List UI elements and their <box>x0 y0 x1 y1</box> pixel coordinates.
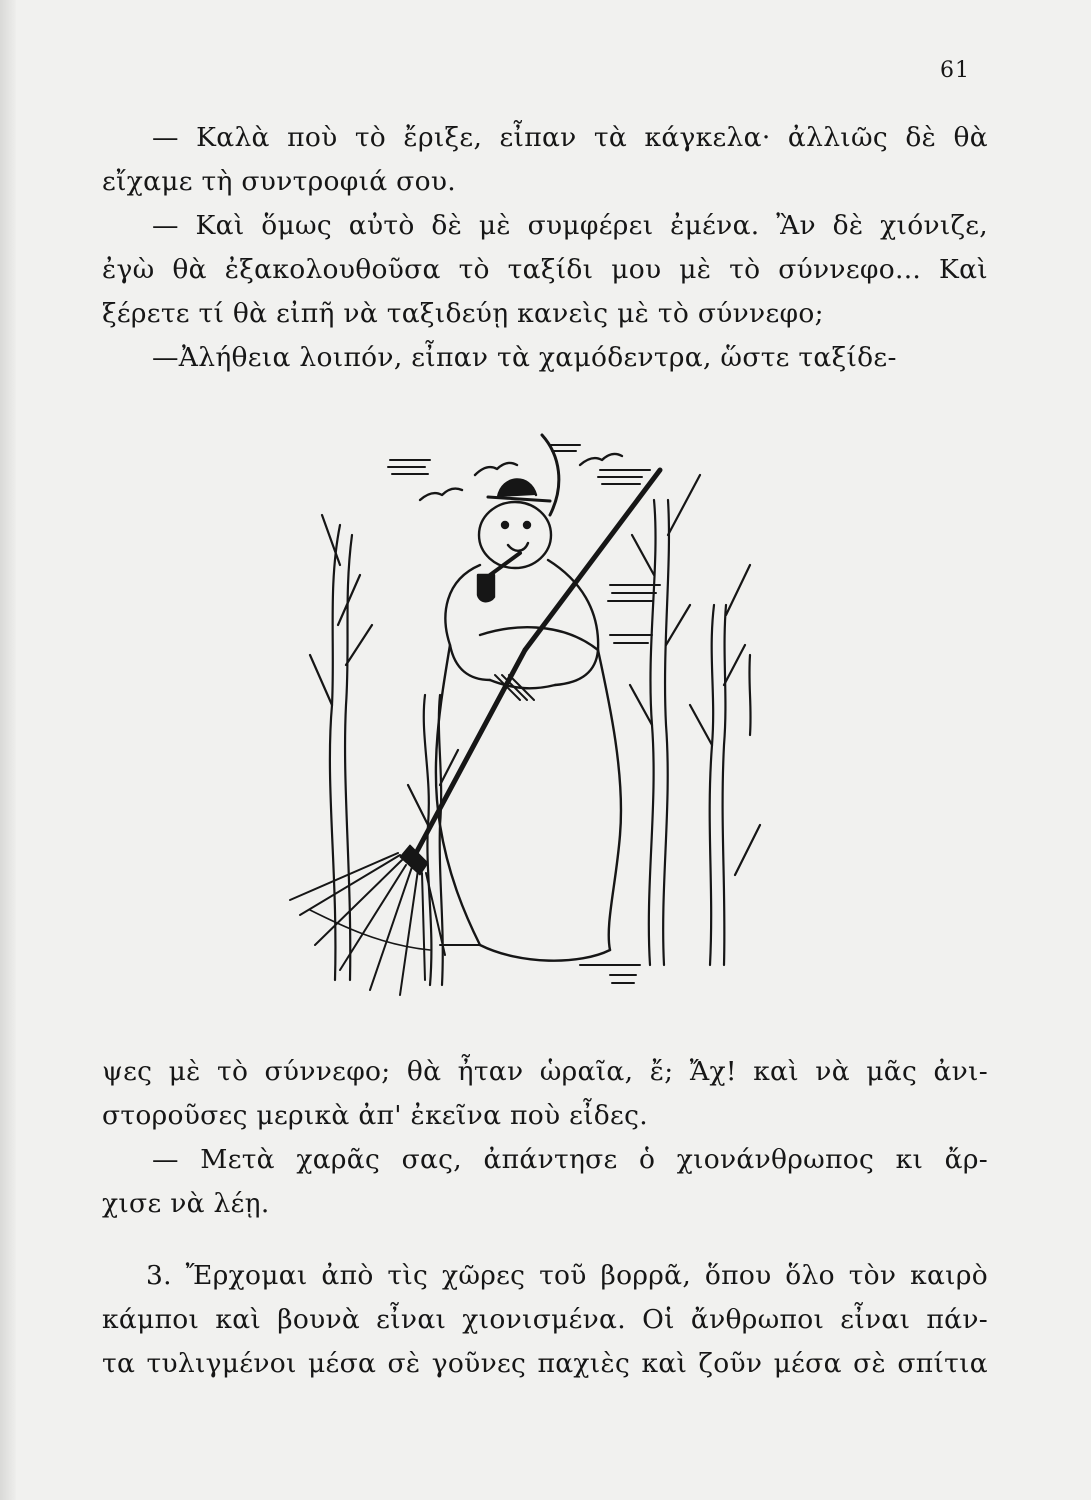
text-line-4: ἐγὼ θὰ ἐξακολουθοῦσα τὸ ταξίδι μου μὲ τὸ σύννεφο... Καὶ <box>102 254 988 285</box>
page-edge-shadow <box>0 0 16 1500</box>
text-line-10: χισε νὰ λέῃ. <box>102 1188 270 1219</box>
text-line-1: — Καλὰ ποὺ τὸ ἔριξε, εἶπαν τὰ κάγκελα· ἀλλιῶς δὲ θὰ <box>152 122 988 153</box>
hat-icon <box>488 479 550 501</box>
text-line-6: —Ἀλήθεια λοιπόν, εἶπαν τὰ χαμόδεντρα, ὥστε ταξίδε- <box>152 342 897 373</box>
text-line-12: κάμποι καὶ βουνὰ εἶναι χιονισμένα. Οἱ ἄνθρωποι εἶναι πάν- <box>102 1304 988 1335</box>
text-line-7: ψες μὲ τὸ σύννεφο; θὰ ἦταν ὡραῖα, ἔ; Ἄχ! καὶ νὰ μᾶς ἀνι- <box>102 1056 988 1087</box>
text-line-5: ξέρετε τί θὰ εἰπῆ νὰ ταξιδεύῃ κανεὶς μὲ τὸ σύννεφο; <box>102 298 824 329</box>
text-line-2: εἴχαμε τὴ συντροφιά σου. <box>102 166 456 197</box>
text-line-11: 3. Ἔρχομαι ἀπὸ τὶς χῶρες τοῦ βορρᾶ, ὅπου ὅλο τὸν καιρὸ <box>146 1260 988 1291</box>
page-number: 61 <box>940 58 970 83</box>
snowman-icon <box>436 435 621 961</box>
text-line-9: — Μετὰ χαρᾶς σας, ἀπάντησε ὁ χιονάνθρωπος κι ἄρ- <box>152 1144 988 1175</box>
text-line-3: — Καὶ ὅμως αὐτὸ δὲ μὲ συμφέρει ἐμένα. Ἂν δὲ χιόνιζε, <box>152 210 988 241</box>
text-line-8: στοροῦσες μερικὰ ἀπ' ἐκεῖνα ποὺ εἶδες. <box>102 1100 648 1131</box>
snowman-illustration <box>280 405 800 1015</box>
pipe-icon <box>478 553 520 601</box>
tree-icon <box>630 475 760 965</box>
text-line-13: τα τυλιγμένοι μέσα σὲ γοῦνες παχιὲς καὶ ζοῦν μέσα σὲ σπίτια <box>102 1348 988 1379</box>
